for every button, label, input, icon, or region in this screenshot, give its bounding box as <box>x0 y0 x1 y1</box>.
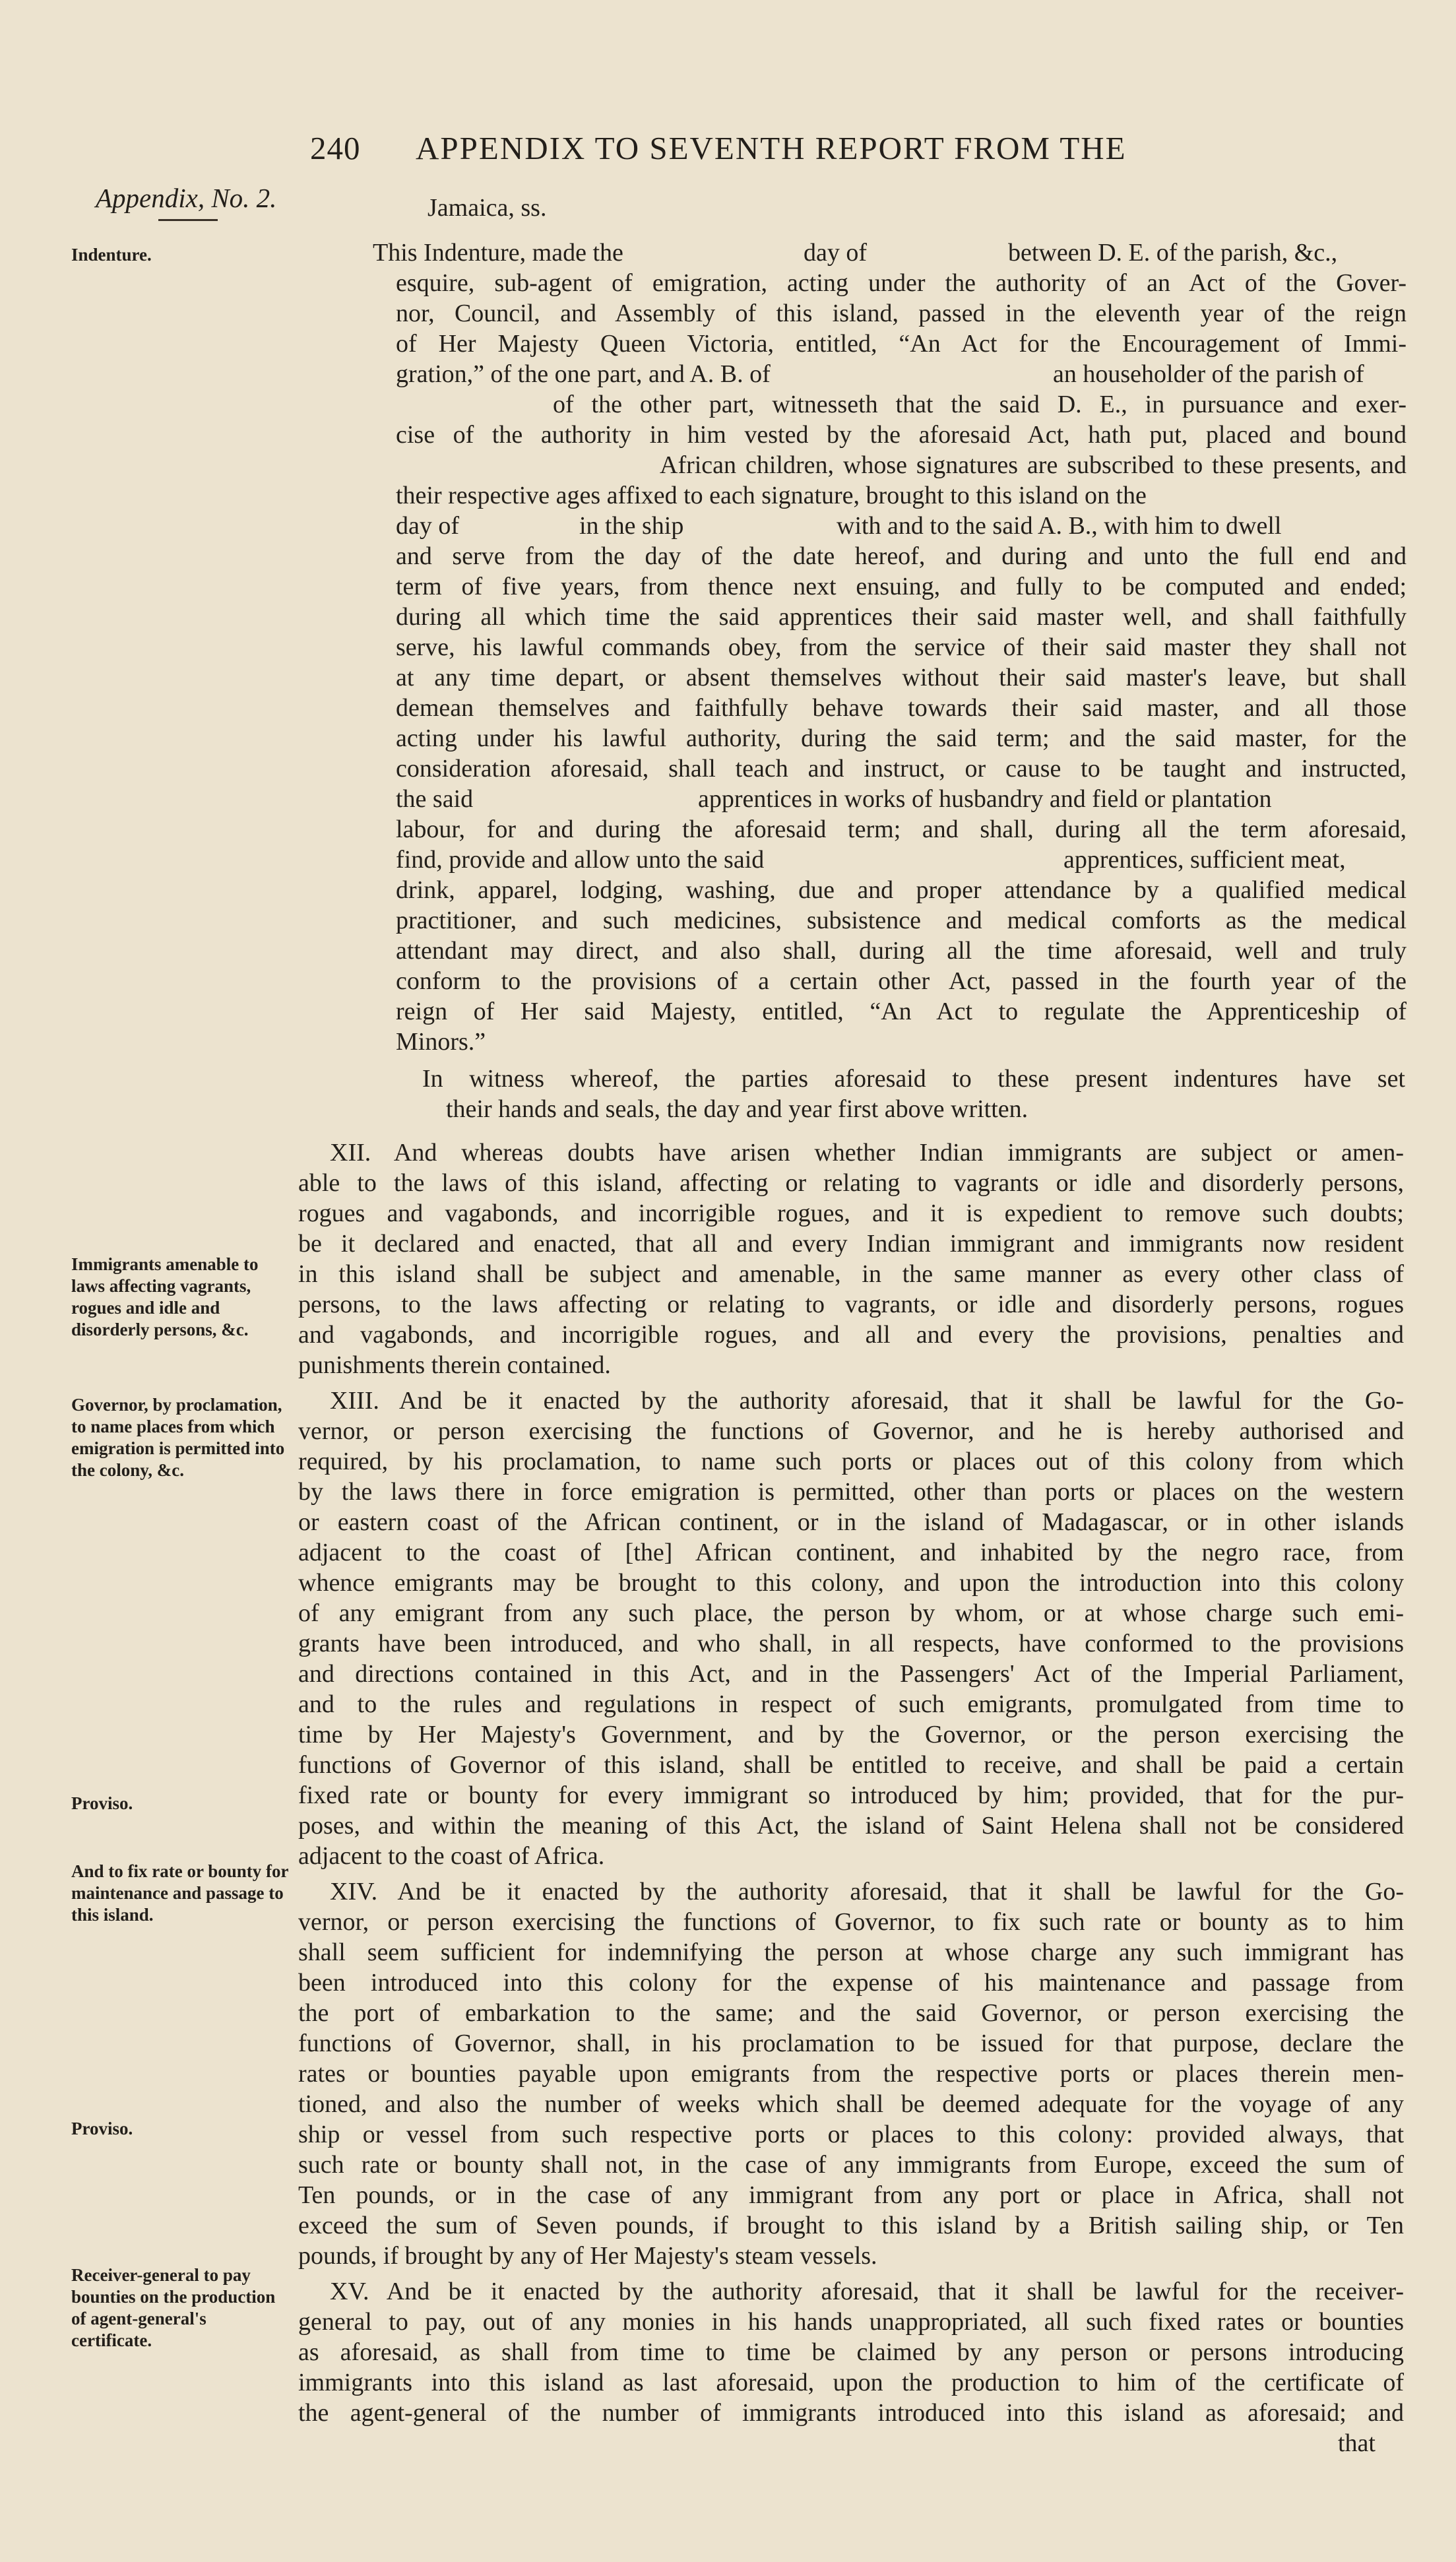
text-line: nor, Council, and Assembly of this island, passed in the eleventh year of the reign <box>396 300 1407 327</box>
text-line: by the laws there in force emigration is permitted, other than ports or places on the western <box>298 1478 1404 1506</box>
text-line: whence emigrants may be brought to this colony, and upon the introduction into this colony <box>298 1569 1404 1597</box>
text-line: punishments therein contained. <box>298 1351 611 1379</box>
text-line: of any emigrant from any such place, the person by whom, or at whose charge such emi- <box>298 1599 1404 1627</box>
text-line: XIV. And be it enacted by the authority aforesaid, that it shall be lawful for the Go- <box>330 1878 1404 1905</box>
text-line: day of <box>396 512 460 540</box>
text-line: conform to the provisions of a certain other Act, passed in the fourth year of the <box>396 967 1407 995</box>
text-line: required, by his proclamation, to name such ports or places out of this colony from which <box>298 1448 1404 1475</box>
text-line: reign of Her said Majesty, entitled, “An Act to regulate the Apprenticeship of <box>396 998 1407 1025</box>
text-line: persons, to the laws affecting or relating to vagrants, or idle and disorderly persons, rogues <box>298 1291 1404 1318</box>
text-line: poses, and within the meaning of this Act, the island of Saint Helena shall not be considered <box>298 1812 1404 1840</box>
text-line: pounds, if brought by any of Her Majesty's steam vessels. <box>298 2242 877 2270</box>
text-line: rogues and vagabonds, and incorrigible rogues, and it is expedient to remove such doubts; <box>298 1200 1404 1227</box>
text-line: day of <box>804 239 868 267</box>
text-line: an householder of the parish of <box>1053 360 1364 388</box>
text-line: practitioner, and such medicines, subsistence and medical comforts as the medical <box>396 907 1407 934</box>
text-line: the agent-general of the number of immigrants introduced into this island as aforesaid; and <box>298 2399 1404 2427</box>
text-line: apprentices, sufficient meat, <box>1063 846 1346 874</box>
text-line: find, provide and allow unto the said <box>396 846 765 874</box>
text-line: functions of Governor of this island, shall be entitled to receive, and shall be paid a certain <box>298 1751 1404 1779</box>
appendix-label: Appendix, No. 2. <box>96 183 277 213</box>
margin-note-immigrants: Immigrants amenable to laws affecting vagrants, rogues and idle and disorderly persons, &c. <box>71 1254 259 1339</box>
text-line: their hands and seals, the day and year first above written. <box>446 1095 1029 1123</box>
text-line: apprentices in works of husbandry and field or plantation <box>698 785 1272 813</box>
text-line: African children, whose signatures are subscribed to these presents, and <box>660 451 1407 479</box>
catchword: that <box>1338 2429 1376 2457</box>
text-line: drink, apparel, lodging, washing, due and proper attendance by a qualified medical <box>396 876 1407 904</box>
text-line: general to pay, out of any monies in his hands unappropriated, all such fixed rates or bounties <box>298 2308 1404 2336</box>
text-line: grants have been introduced, and who shall, in all respects, have conformed to the provisions <box>298 1630 1404 1657</box>
text-line: demean themselves and faithfully behave towards their said master, and all those <box>396 694 1407 722</box>
text-line: with and to the said A. B., with him to dwell <box>837 512 1282 540</box>
text-line: their respective ages affixed to each signature, brought to this island on the <box>396 482 1147 509</box>
text-line: and directions contained in this Act, and in the Passengers' Act of the Imperial Parliament, <box>298 1660 1404 1688</box>
running-title: APPENDIX TO SEVENTH REPORT FROM THE <box>416 130 1127 166</box>
text-line: serve, his lawful commands obey, from the service of their said master they shall not <box>396 633 1407 661</box>
text-line: XV. And be it enacted by the authority aforesaid, that it shall be lawful for the receiver- <box>330 2278 1404 2305</box>
text-line: cise of the authority in him vested by the aforesaid Act, hath put, placed and bound <box>396 421 1407 449</box>
text-line: gration,” of the one part, and A. B. of <box>396 360 771 388</box>
text-line: attendant may direct, and also shall, during all the time aforesaid, well and truly <box>396 937 1407 965</box>
text-line: immigrants into this island as last aforesaid, upon the production to him of the certificate of <box>298 2369 1404 2396</box>
text-line: during all which time the said apprentices their said master well, and shall faithfully <box>396 603 1407 631</box>
appendix-rule <box>158 219 218 221</box>
text-line: adjacent to the coast of [the] African continent, and inhabited by the negro race, from <box>298 1539 1404 1566</box>
text-line: between D. E. of the parish, &c., <box>1008 239 1338 267</box>
text-line: XIII. And be it enacted by the authority aforesaid, that it shall be lawful for the Go- <box>330 1387 1404 1415</box>
margin-note-governor: Governor, by proclamation, to name places from which emigration is permitted into the colony, &c. <box>71 1395 285 1480</box>
text-line: esquire, sub-agent of emigration, acting under the authority of an Act of the Gover- <box>396 269 1407 297</box>
text-line: vernor, or person exercising the functions of Governor, and he is hereby authorised and <box>298 1417 1404 1445</box>
text-line: term of five years, from thence next ensuing, and fully to be computed and ended; <box>396 573 1407 600</box>
text-line: labour, for and during the aforesaid term; and shall, during all the term aforesaid, <box>396 816 1407 843</box>
text-line: XII. And whereas doubts have arisen whether Indian immigrants are subject or amen- <box>330 1139 1404 1167</box>
text-line: Jamaica, ss. <box>427 194 547 222</box>
text-line: be it declared and enacted, that all and every Indian immigrant and immigrants now resident <box>298 1230 1404 1258</box>
text-line: of the other part, witnesseth that the said D. E., in pursuance and exer- <box>553 391 1407 418</box>
text-line: consideration aforesaid, shall teach and instruct, or cause to be taught and instructed, <box>396 755 1407 783</box>
text-line: fixed rate or bounty for every immigrant so introduced by him; provided, that for the pur- <box>298 1781 1404 1809</box>
text-line: Ten pounds, or in the case of any immigrant from any port or place in Africa, shall not <box>298 2181 1404 2209</box>
margin-note-proviso-1: Proviso. <box>71 1793 133 1813</box>
text-line: such rate or bounty shall not, in the case of any immigrants from Europe, exceed the sum of <box>298 2151 1404 2179</box>
text-line: as aforesaid, as shall from time to time be claimed by any person or persons introducing <box>298 2338 1404 2366</box>
text-line: and vagabonds, and incorrigible rogues, and all and every the provisions, penalties and <box>298 1321 1404 1349</box>
text-line: the port of embarkation to the same; and the said Governor, or person exercising the <box>298 1999 1404 2027</box>
text-line: This Indenture, made the <box>373 239 623 267</box>
margin-note-receiver: Receiver-general to pay bounties on the production of agent-general's certificate. <box>71 2265 276 2350</box>
text-line: Minors.” <box>396 1028 486 1056</box>
text-line: vernor, or person exercising the functions of Governor, to fix such rate or bounty as to him <box>298 1908 1404 1936</box>
text-line: exceed the sum of Seven pounds, if brought to this island by a British sailing ship, or Ten <box>298 2212 1404 2239</box>
text-line: and serve from the day of the date hereof, and during and unto the full end and <box>396 542 1407 570</box>
page-header <box>310 129 1127 167</box>
text-line: been introduced into this colony for the expense of his maintenance and passage from <box>298 1969 1404 1997</box>
text-line: able to the laws of this island, affecting or relating to vagrants or idle and disorderly persons, <box>298 1169 1404 1197</box>
text-line: ship or vessel from such respective ports or places to this colony: provided always, that <box>298 2121 1404 2148</box>
text-line: acting under his lawful authority, during the said term; and the said master, for the <box>396 724 1407 752</box>
text-line: rates or bounties payable upon emigrants from the respective ports or places therein men- <box>298 2060 1404 2088</box>
text-line: or eastern coast of the African continent, or in the island of Madagascar, or in other islands <box>298 1508 1404 1536</box>
text-line: shall seem sufficient for indemnifying the person at whose charge any such immigrant has <box>298 1938 1404 1966</box>
text-line: in the ship <box>579 512 684 540</box>
text-line: adjacent to the coast of Africa. <box>298 1842 605 1870</box>
margin-note-proviso-2: Proviso. <box>71 2119 133 2138</box>
text-line: time by Her Majesty's Government, and by the Governor, or the person exercising the <box>298 1721 1404 1748</box>
margin-note-fix-rate: And to fix rate or bounty for maintenance and passage to this island. <box>71 1861 288 1925</box>
page-number: 240 <box>310 130 361 166</box>
text-line: In witness whereof, the parties aforesaid to these present indentures have set <box>422 1065 1405 1093</box>
text-line: the said <box>396 785 474 813</box>
text-line: at any time depart, or absent themselves without their said master's leave, but shall <box>396 664 1407 691</box>
text-line: tioned, and also the number of weeks which shall be deemed adequate for the voyage of any <box>298 2090 1404 2118</box>
text-line: of Her Majesty Queen Victoria, entitled, “An Act for the Encouragement of Immi- <box>396 330 1407 358</box>
margin-note-indenture: Indenture. <box>71 245 152 265</box>
text-line: and to the rules and regulations in respect of such emigrants, promulgated from time to <box>298 1690 1404 1718</box>
text-line: in this island shall be subject and amenable, in the same manner as every other class of <box>298 1260 1404 1288</box>
text-line: functions of Governor, shall, in his proclamation to be issued for that purpose, declare the <box>298 2030 1404 2057</box>
